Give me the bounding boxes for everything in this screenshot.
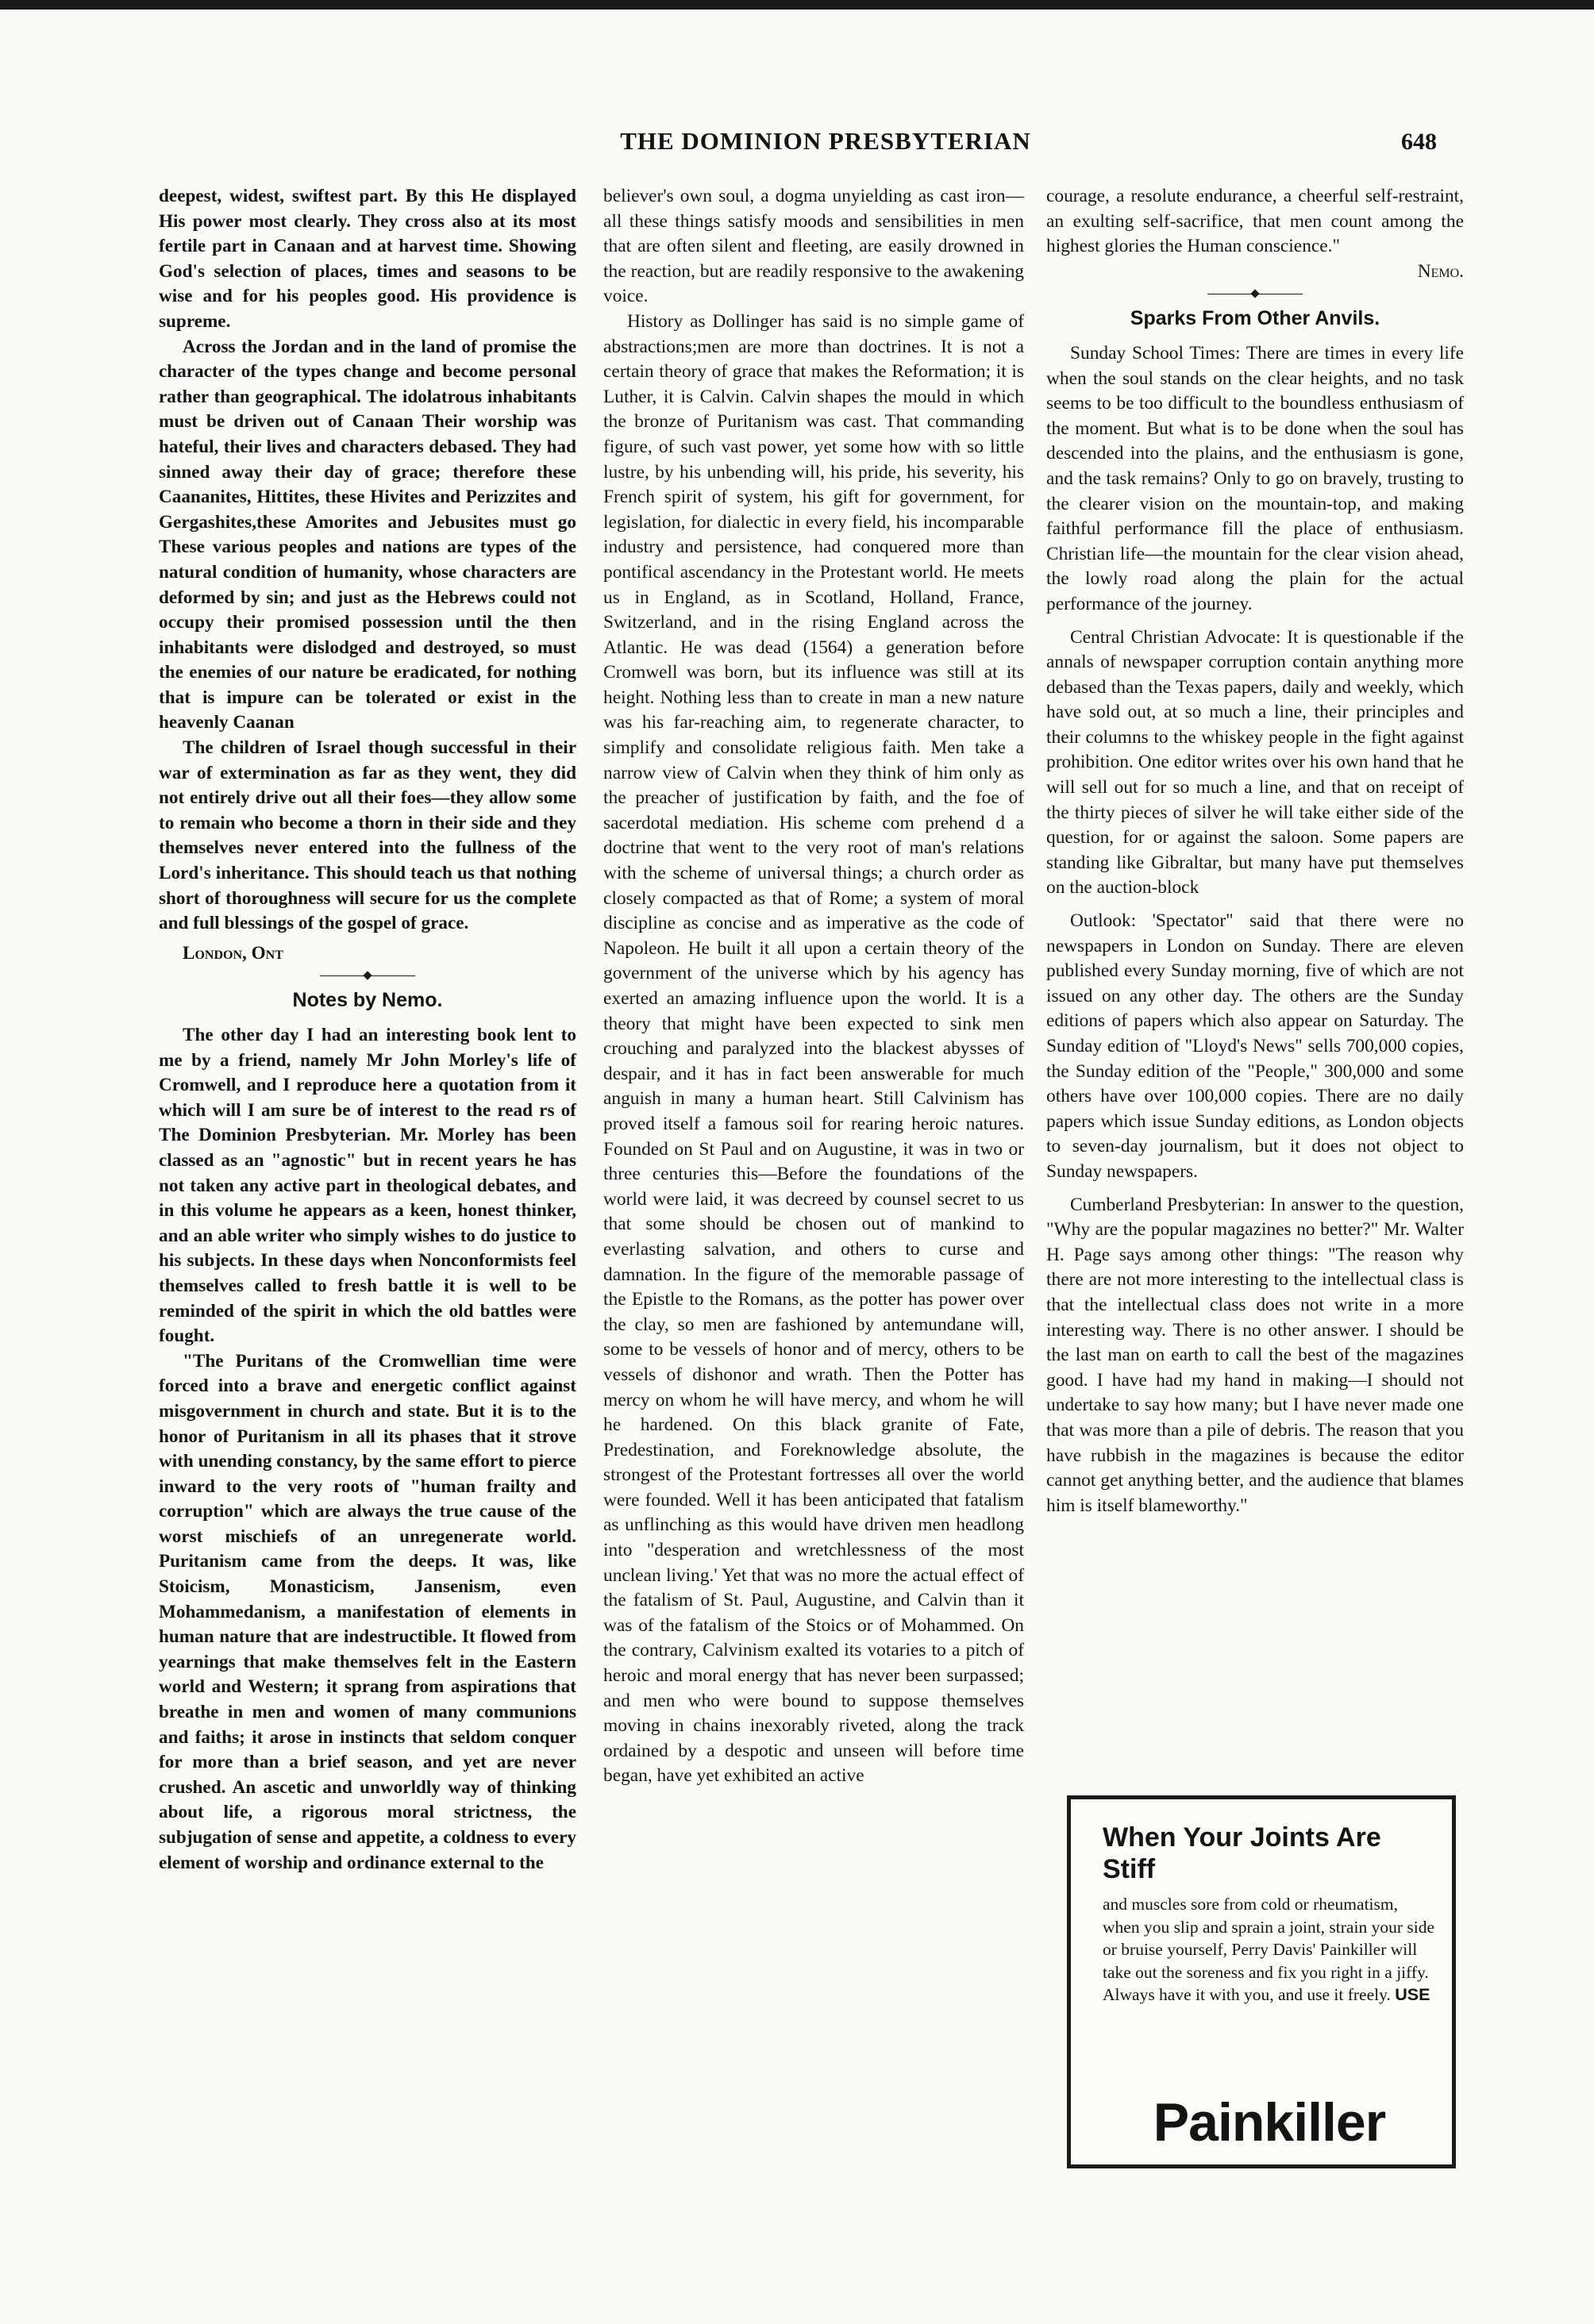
ad-body-text: and muscles sore from cold or rheumatism, when you slip and sprain a joint, strain your side or bruise yourself, Perry Davis' Painkiller will take out the soreness and fix you right in a jiffy. Always have it with you, and use it freely. — [1103, 1895, 1434, 2005]
page-header — [151, 127, 1453, 165]
divider-ornament — [1207, 289, 1303, 298]
divider-ornament — [320, 971, 415, 980]
paragraph: History as Dollinger has said is no simple game of abstractions;men are more than doctrines. It is not a certain theory of grace that makes the Reformation; it is Luther, it is Calvin. Calvin shapes the mould in which the bronze of Puritanism was cast. That commanding figure, of such vast power, yet some how with so little lustre, by his unbending will, his pride, his severity, his French spirit of system, his gift for government, for legislation, for dialectic in every field, his incomparable industry and persistence, had conquered more than pontifical ascendancy in the Protestant world. He meets us in England, as in Scotland, Holland, France, Switzerland, and in the rising England across the Atlantic. He was dead (1564) a generation before Cromwell was born, but its influence was still at its height. Nothing less than to create in man a new nature was his far-reaching aim, to regenerate character, to simplify and consolidate religious faith. Men take a narrow view of Calvin when they think of him only as the preacher of justification by faith, and the foe of sacerdotal mediation. His scheme com prehend d a doctrine that went to the very root of man's relations with the scheme of universal things; a church order as closely compacted as that of Rome; a system of moral discipline as concise and as imperative as the code of Napoleon. He built it all upon a certain theory of the government of the universe which by his agency has exerted an amazing influence upon the world. It is a theory that might have been expected to sink men crouching and paralyzed into the blackest abysses of despair, and it has in fact been answerable for much anguish in many a human heart. Still Calvinism has proved itself a famous soil for rearing heroic natures. Founded on St Paul and on Augustine, it was in two or three centuries this—Before the foundations of the world were laid, it was decreed by counsel secret to us that some should be chosen out of mankind to everlasting salvation, and others to curse and damnation. In the figure of the memorable passage of the Epistle to the Romans, as the potter has power over the clay, so men are fashioned by antemundane will, some to be vessels of honor and of mercy, others to be vessels of dishonor and wrath. Then the Potter has mercy on whom he will have mercy, and whom he will he hardened. On this black granite of Fate, Predestination, and Foreknowledge absolute, the strongest of the Protestant fortresses all over the world were founded. Well it has been anticipated that fatalism as unflinching as this would have driven men headlong into "desperation and wretchlessness of the most unclean living.' Yet that was no more the actual effect of the fatalism of St. Paul, Augustine, and Calvin than it was of the fatalism of the Stoics or of Mohammed. On the contrary, Calvinism exalted its votaries to a pitch of heroic and moral energy that has never been surpassed; and men who were bound to suppose themselves moving in chains inexorably riveted, along the track ordained by a despotic and unseen will before time began, have yet exhibited an active — [603, 310, 1024, 1787]
paragraph: deepest, widest, swiftest part. By this He displayed His power most clearly. They cross also at its most fertile part in Canaan and at harvest time. Showing God's selection of places, times and seasons to be wise and for his peoples good. His providence is supreme. — [159, 186, 576, 332]
ad-headline: When Your Joints Are Stiff — [1103, 1822, 1381, 1884]
paragraph: Outlook: 'Spectator" said that there were no newspapers in London on Sunday. There are eleven published every Sunday morning, five of which are not issued on any other day. The others are the Sunday editions of papers which also appear on Saturday. The Sunday edition of "Lloyd's News" sells 700,000 copies, the Sunday edition of the "People," 300,000 and some others have over 100,000 copies. There are no daily papers which issue Sunday editions, as London objects to seven-day journalism, but it does not object to Sunday newspapers. — [1046, 910, 1464, 1182]
paragraph: The other day I had an interesting book lent to me by a friend, namely Mr John Morley's life of Cromwell, and I reproduce here a quotation from it which will I am sure be of interest to the read rs of The Dominion Presbyterian. Mr. Morley has been classed as an "agnostic" but in recent years he has not taken any active part in theological debates, and in this volume he appears as a keen, honest thinker, and an able writer who simply wishes to do justice to his subjects. In these days when Nonconformists feel themselves called to fresh battle it is well to be reminded of the spirit in which the old battles were fought. — [159, 1025, 576, 1347]
paragraph: Across the Jordan and in the land of promise the character of the types change and become personal rather than geographical. The idolatrous inhabitants must be driven out of Canaan Their worship was hateful, their lives and characters debased. They had sinned away their day of grace; therefore these Caananites, Hittites, these Hivites and Perizzites and Gergashites,these Amorites and Jebusites must go These various peoples and nations are types of the natural condition of humanity, whose characters are deformed by sin; and just as the Hebrews could not occupy their promised possession until the then inhabitants were dislodged and destroyed, so must the enemies of our nature be eradicated, for nothing that is impure can be tolerated or exist in the heavenly Caanan — [159, 336, 576, 733]
column-3 — [1046, 184, 1464, 1518]
ad-brand: Painkiller — [1153, 2092, 1386, 2153]
page-number: 648 — [1401, 129, 1437, 155]
paragraph: courage, a resolute endurance, a cheerful self-restraint, an exulting self-sacrifice, that men count among the highest glories the Human conscience." — [1046, 186, 1464, 257]
paragraph: believer's own soul, a dogma unyielding as cast iron—all these things satisfy moods and sensibilities in men that are often silent and fleeting, are easily drowned in the reaction, but are readily responsive to the awakening voice. — [603, 186, 1024, 307]
ad-body — [1103, 1893, 1436, 2007]
column-2 — [603, 184, 1024, 1789]
signature: Nemo. — [1417, 260, 1464, 282]
paragraph: Sunday School Times: There are times in every life when the soul stands on the clear heights, and no task seems to be too difficult to the boundless enthusiasm of the moment. But what is to be done when the soul has descended into the plains, and the enthusiasm is gone, and the task remains? Only to go on bravely, trusting to the clearer vision on the mountain-top, and making faithful performance fill the place of enthusiasm. Christian life—the mountain for the clear vision ahead, the lowly road along the plain for the actual performance of the journey. — [1046, 342, 1464, 614]
section-title-sparks: Sparks From Other Anvils. — [1130, 307, 1380, 330]
paragraph: Central Christian Advocate: It is questionable if the annals of newspaper corruption contain anything more debased than the Texas papers, daily and weekly, which have sold out, at so much a line, their principles and their columns to the whiskey people in the fight against prohibition. One editor writes over his own hand that he will sell out for so much a line, and that on receipt of the thirty pieces of silver he will take either side of the question, for or against the saloon. Some papers are standing like Gibraltar, but many have put themselves on the auction-block — [1046, 626, 1464, 898]
dateline: London, Ont — [183, 942, 283, 964]
paragraph: Cumberland Presbyterian: In answer to the question, "Why are the popular magazines no better?" Mr. Walter H. Page says among other things: "The reason why there are not more interesting to the intellectual class is that the intellectual class does not write in a more interesting way. There is no other answer. I should be the last man on earth to call the best of the magazines good. I have had my hand in making—I should not undertake to say how many; but I have never made one that was more than a pile of debris. The reason that you have rubbish in the magazines is because the editor cannot get anything better, and the audience that blames him is itself blameworthy." — [1046, 1194, 1464, 1516]
ad-use-label: USE — [1395, 1985, 1430, 2005]
scan-edge — [0, 0, 1594, 10]
paragraph: The children of Israel though successful in their war of extermination as far as they went, they did not entirely drive out all their foes—they allow some to remain who become a thorn in their side and they themselves never entered into the fullness of the Lord's inheritance. This should teach us that nothing short of thoroughness will secure for us the complete and full blessings of the gospel of grace. — [159, 737, 576, 934]
painkiller-advertisement — [1067, 1795, 1456, 2168]
paragraph: "The Puritans of the Cromwellian time were forced into a brave and energetic conflict against misgovernment in church and state. But it is to the honor of Puritanism in all its phases that it strove with unending constancy, by the same effort to pierce inward to the very roots of "human frailty and corruption" which are always the true cause of the worst mischiefs of an unregenerate world. Puritanism came from the deeps. It was, like Stoicism, Monasticism, Jansenism, even Mohammedanism, a manifestation of elements in human nature that are indestructible. It flowed from yearnings that make themselves felt in the Eastern world and Western; it sprang from aspirations that breathe in men and women of many communions and faiths; it arose in instincts that seldom conquer for more than a brief season, and yet are never crushed. An ascetic and unworldly way of thinking about life, a rigorous moral strictness, the subjugation of sense and appetite, a coldness to every element of worship and ordinance external to the — [159, 1350, 576, 1873]
column-1 — [159, 184, 576, 1876]
section-title-notes: Notes by Nemo. — [292, 989, 443, 1012]
publication-title: THE DOMINION PRESBYTERIAN — [620, 127, 1031, 155]
